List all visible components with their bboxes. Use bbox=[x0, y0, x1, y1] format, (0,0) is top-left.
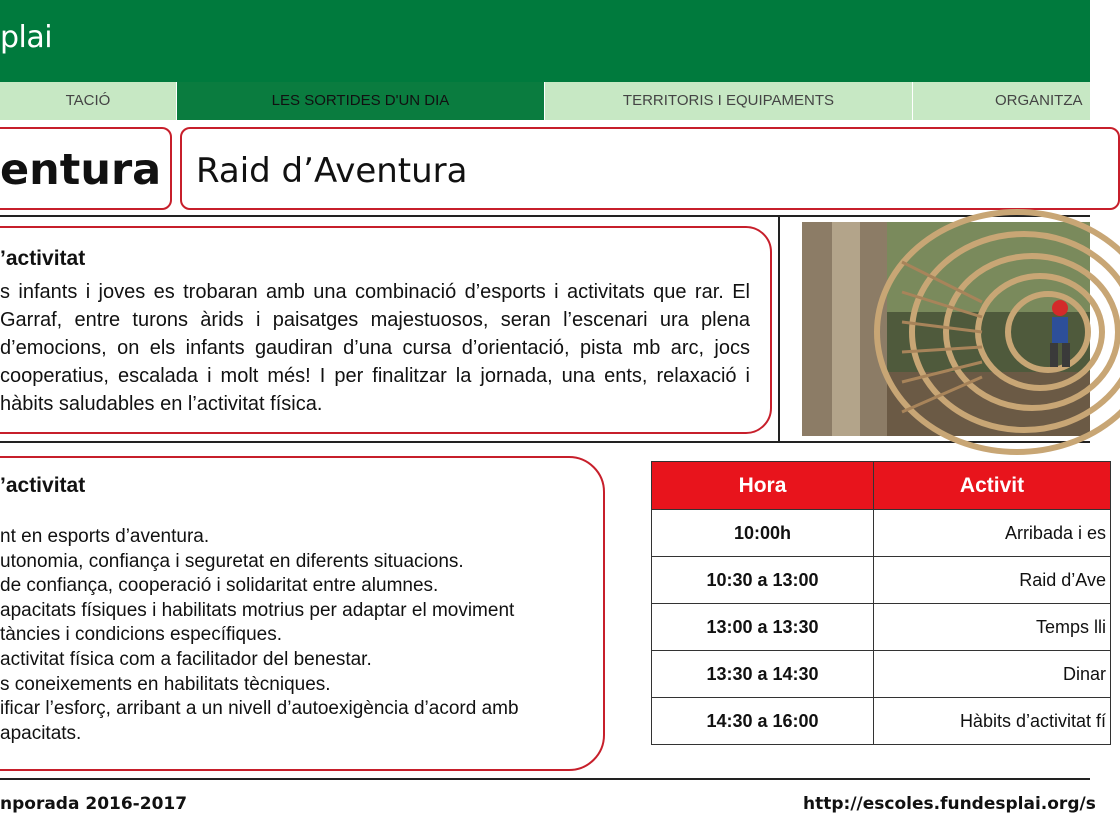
objective-item: de confiança, cooperació i solidaritat entre alumnes. bbox=[0, 575, 439, 597]
schedule-activity: Hàbits d’activitat fí bbox=[874, 698, 1111, 745]
schedule-header-activity: Activit bbox=[874, 462, 1111, 510]
schedule-row bbox=[652, 698, 1111, 745]
schedule-time: 13:30 a 14:30 bbox=[652, 651, 874, 698]
activity-photo bbox=[802, 222, 1090, 436]
tab-territoris-equipaments[interactable]: TERRITORIS I EQUIPAMENTS bbox=[545, 82, 913, 120]
logo[interactable]: plai bbox=[0, 20, 53, 55]
tab-presentacio[interactable]: TACIÓ bbox=[0, 82, 177, 120]
divider-vertical bbox=[778, 216, 780, 442]
schedule-activity: Arribada i es bbox=[874, 510, 1111, 557]
schedule-time: 14:30 a 16:00 bbox=[652, 698, 874, 745]
schedule-time: 10:00h bbox=[652, 510, 874, 557]
divider-top bbox=[0, 215, 1090, 217]
schedule-activity: Raid d’Ave bbox=[874, 557, 1111, 604]
divider-middle bbox=[0, 441, 1090, 443]
objective-item: nt en esports d’aventura. bbox=[0, 526, 210, 547]
description-heading: ’activitat bbox=[0, 247, 86, 270]
objective-item: activitat física com a facilitador del benestar. bbox=[0, 648, 372, 670]
footer-url-link[interactable]: http://escoles.fundesplai.org/s bbox=[803, 794, 1096, 814]
objective-item: ificar l’esforç, arribant a un nivell d’autoexigència d’acord amb bbox=[0, 698, 519, 720]
tab-sortides-dun-dia[interactable]: LES SORTIDES D'UN DIA bbox=[177, 82, 545, 120]
objectives-heading: ’activitat bbox=[0, 474, 86, 497]
schedule-header-time: Hora bbox=[652, 462, 874, 510]
schedule-header-row bbox=[652, 462, 1111, 510]
schedule-row bbox=[652, 651, 1111, 698]
objective-item: s coneixements en habilitats tècniques. bbox=[0, 673, 331, 695]
footer-season: nporada 2016-2017 bbox=[0, 794, 188, 814]
header-bar bbox=[0, 0, 1090, 82]
description-text: s infants i joves es trobaran amb una combinació d’esports i activitats que rar. El Garraf, entre turons àrids i paisatges majestuosos, seran l’escenari ura plena d’emocions, on els infants gaudiran d’una cursa d’orientació, pista mb arc, jocs cooperatius, escalada i molt més! I per finalitzar la jornada, una ents, relaxació i hàbits saludables en l’activitat física. bbox=[0, 281, 750, 415]
objective-item: apacitats. bbox=[0, 722, 82, 744]
schedule-time: 10:30 a 13:00 bbox=[652, 557, 874, 604]
divider-bottom bbox=[0, 778, 1090, 780]
main-nav bbox=[0, 82, 1090, 120]
tab-organitzacio[interactable]: ORGANITZA bbox=[995, 92, 1083, 109]
schedule-table bbox=[651, 461, 1111, 745]
objectives-list bbox=[0, 525, 590, 746]
objective-item: utonomia, confiança i seguretat en diferents situacions. bbox=[0, 550, 464, 572]
objective-item: apacitats físiques i habilitats motrius per adaptar el moviment bbox=[0, 599, 515, 621]
schedule-activity: Temps lli bbox=[874, 604, 1111, 651]
wooden-tunnel-image bbox=[802, 222, 1090, 436]
schedule-activity: Dinar bbox=[874, 651, 1111, 698]
activity-title: Raid d’Aventura bbox=[196, 151, 468, 191]
objective-item: tàncies i condicions específiques. bbox=[0, 624, 282, 646]
category-title: entura bbox=[0, 145, 162, 195]
schedule-row bbox=[652, 557, 1111, 604]
schedule-time: 13:00 a 13:30 bbox=[652, 604, 874, 651]
schedule-row bbox=[652, 604, 1111, 651]
schedule-row bbox=[652, 510, 1111, 557]
